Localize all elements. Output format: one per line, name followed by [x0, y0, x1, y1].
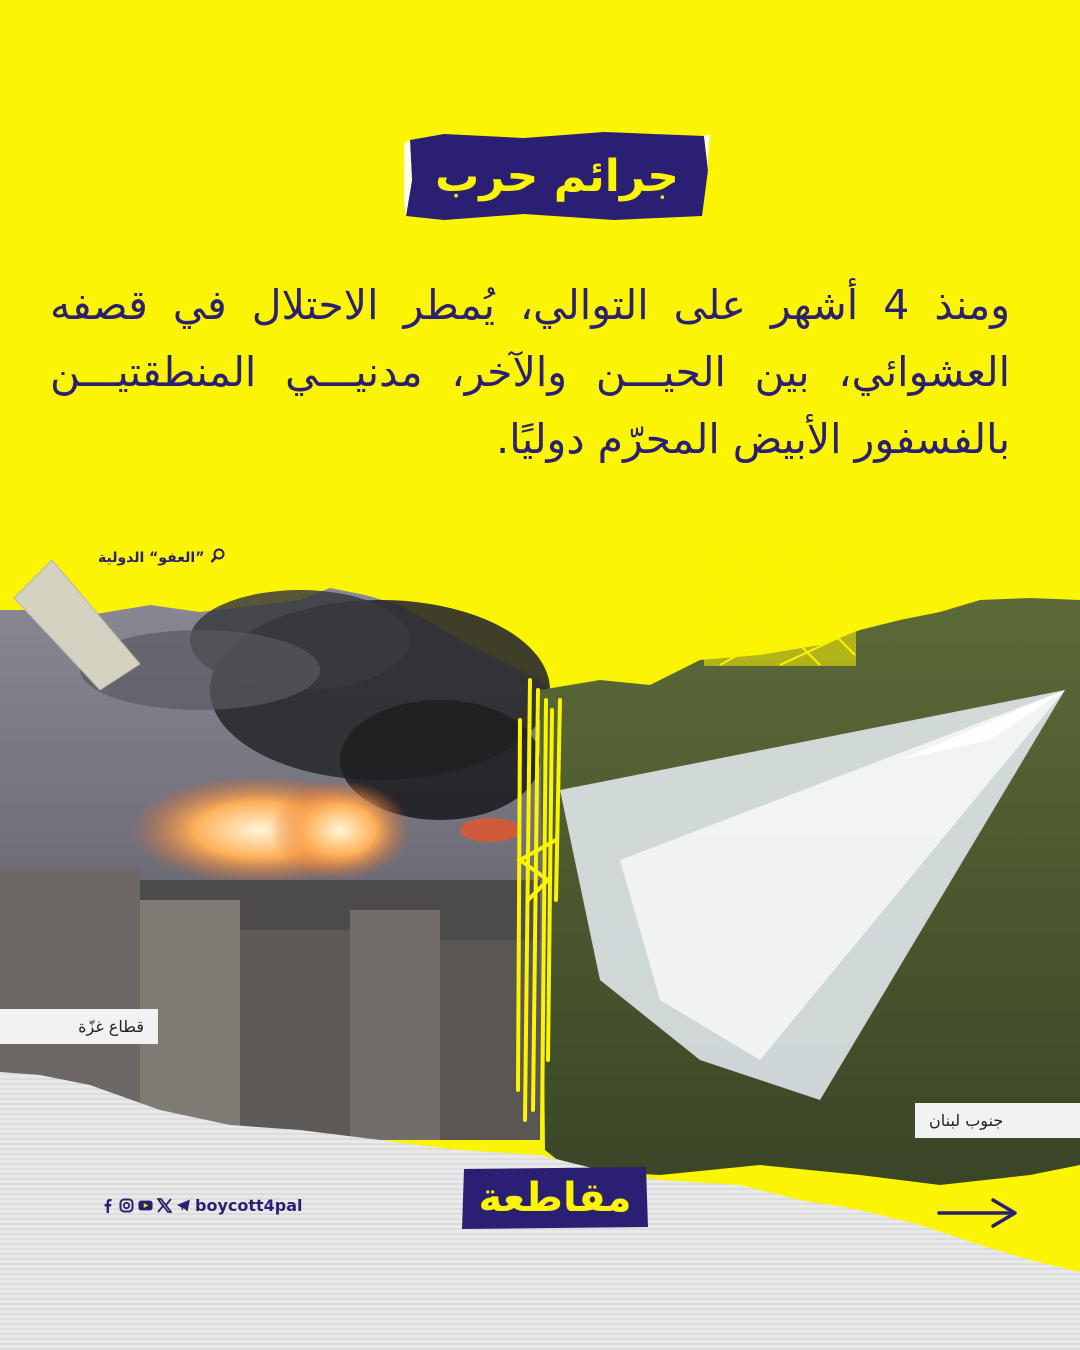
brand-logo-text: مقاطعة [478, 1175, 632, 1221]
social-handle[interactable]: boycott4pal [195, 1196, 303, 1215]
x-icon[interactable] [157, 1198, 172, 1213]
title-text: جرائم حرب [435, 150, 679, 202]
facebook-icon[interactable] [100, 1198, 115, 1213]
crosshatch-patch [705, 540, 855, 665]
instagram-icon[interactable] [119, 1198, 134, 1213]
arrow-right-icon[interactable] [935, 1196, 1019, 1234]
lebanon-caption: جنوب لبنان [915, 1103, 1080, 1138]
source-text: ”العفو“ الدولية [98, 550, 205, 566]
gaza-caption: قطاع غزّة [0, 1009, 158, 1044]
body-paragraph: ومنذ 4 أشهر على التوالي، يُمطر الاحتلال في قصفه العشوائي، بين الحيـــن والآخر، مدنيـــي المنطقتيـــن بالفسفور الأبيض المحرّم دوليًا. [50, 281, 1011, 463]
telegram-icon[interactable] [176, 1198, 191, 1213]
social-links [100, 1196, 303, 1215]
lebanon-photo [540, 598, 1080, 1185]
youtube-icon[interactable] [138, 1198, 153, 1213]
brand-logo [460, 1165, 650, 1231]
